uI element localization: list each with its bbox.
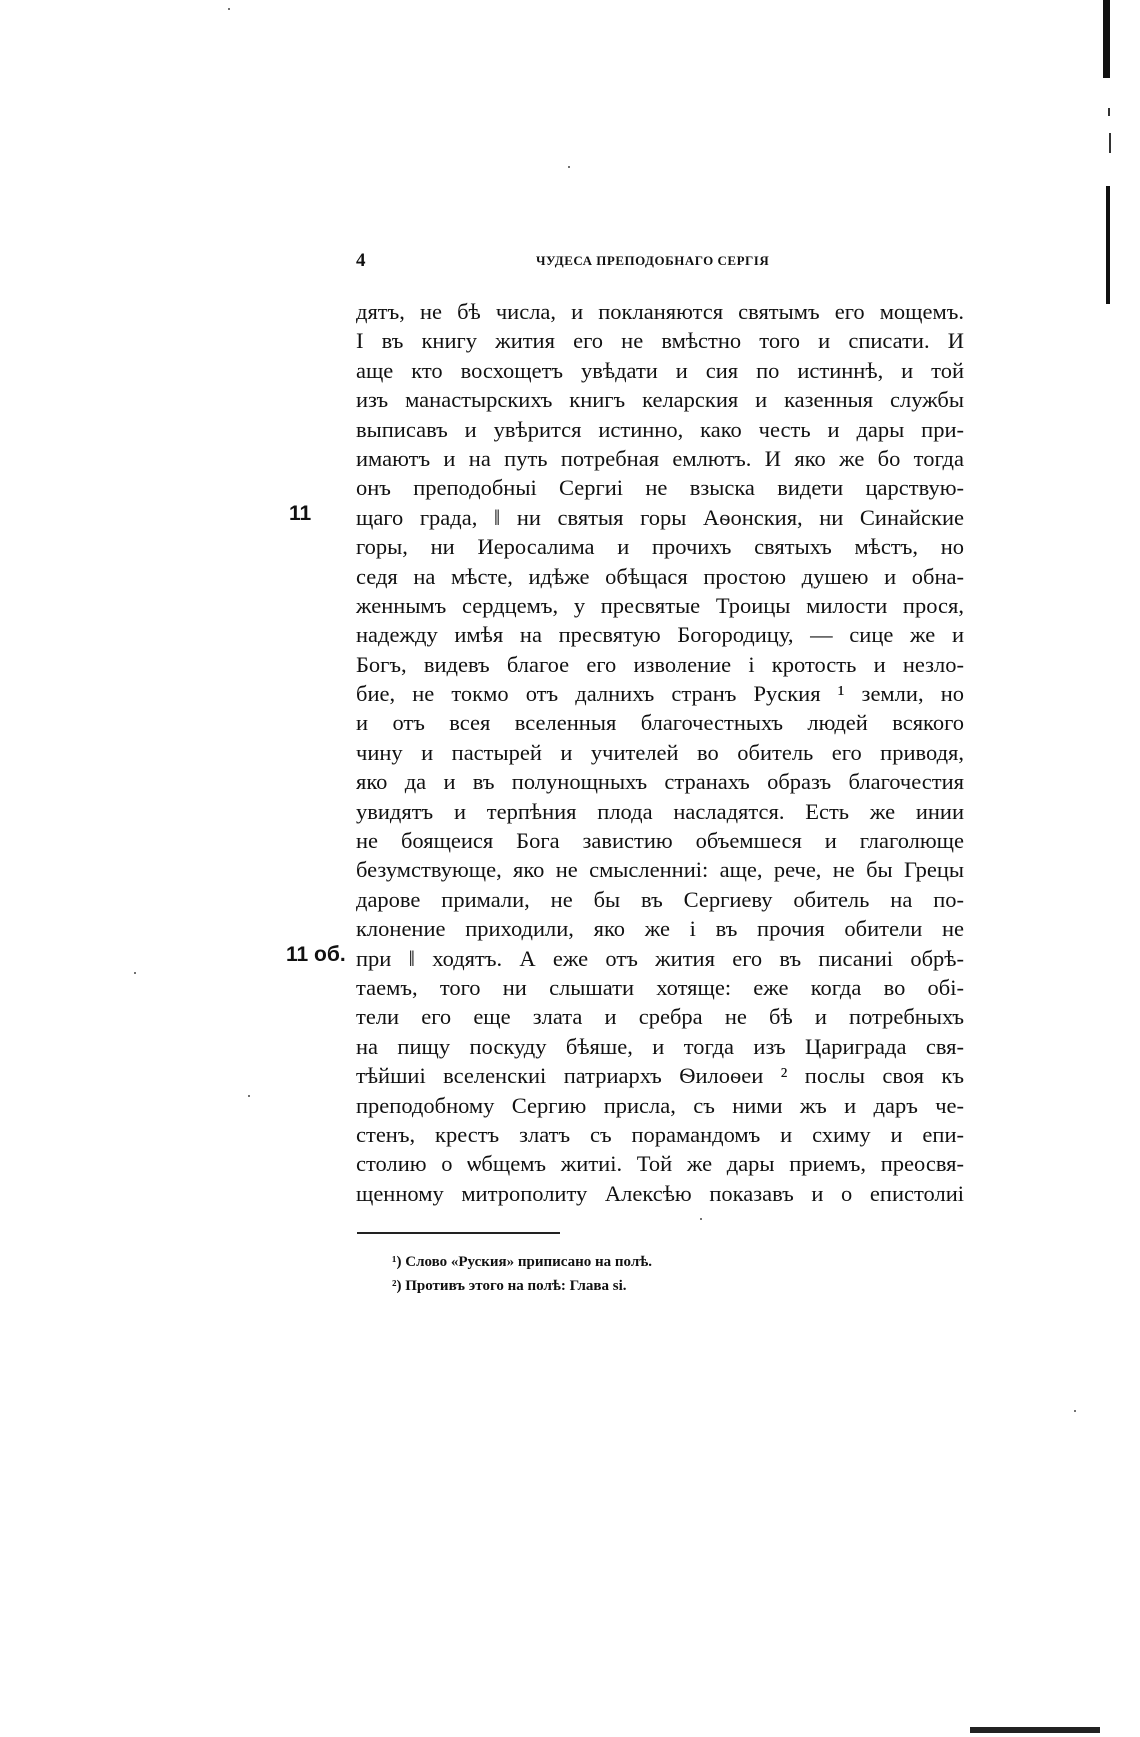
text-line: дятъ, не бѣ числа, и покланяются святымъ его мощемъ. — [356, 299, 964, 324]
text-line: выписавъ и увѣрится истинно, како честь и дары при- — [356, 416, 964, 442]
text-line: яко да и въ полунощныхъ странахъ образъ благочестия — [356, 769, 964, 795]
text-line: тели его еще злата и сребра не бѣ и потребныхъ — [356, 1004, 964, 1030]
text-line: женнымъ сердцемъ, у пресвятые Троицы милости прося, — [356, 592, 964, 618]
footnote-2: ²) Противъ этого на полѣ: Глава ѕі. — [392, 1278, 627, 1294]
body-text — [356, 297, 964, 1208]
text-line: не боящеися Бога завистию объемшеся и глаголюще — [356, 828, 964, 854]
scan-speck — [134, 972, 136, 974]
text-line: изъ манастырскихъ книгъ келарския и казенныя службы — [356, 387, 964, 413]
scan-edge-mark — [1103, 0, 1110, 78]
page-number: 4 — [356, 250, 366, 271]
text-line: увидятъ и терпѣния плода насладятся. Есть же инии — [356, 798, 964, 824]
scan-speck — [700, 1218, 702, 1220]
text-line: бие, не токмо отъ далнихъ странъ Руския ¹ земли, но — [356, 681, 964, 707]
text-line: клонение приходили, яко же і въ прочия обители не — [356, 916, 964, 942]
margin-note-folio-11: 11 — [289, 502, 312, 525]
scan-speck — [568, 166, 570, 168]
text-line: преподобному Сергию присла, съ ними жъ и даръ че- — [356, 1092, 964, 1118]
text-line: таемъ, того ни слышати хотяще: еже когда во обі- — [356, 974, 964, 1000]
running-head: ЧУДЕСА ПРЕПОДОБНАГО СЕРГІЯ — [536, 253, 770, 268]
text-line: столию о ѡбщемъ житиі. Той же дары приемъ, преосвя- — [356, 1151, 964, 1177]
text-line: Богъ, видевъ благое его изволение і кротость и незло- — [356, 651, 964, 677]
text-line: тѣйшиі вселенскиі патриархъ Ѳилоѳеи ² послы своя къ — [356, 1063, 964, 1089]
scan-edge-mark — [970, 1727, 1100, 1733]
text-line: аще кто восхощетъ увѣдати и сия по истиннѣ, и той — [356, 357, 964, 383]
scan-speck — [228, 8, 230, 10]
text-line: стенъ, крестъ златъ съ порамандомъ и схиму и епи- — [356, 1121, 964, 1147]
text-line: и отъ всея вселенныя благочестныхъ людей всякого — [356, 710, 964, 736]
text-line: безумствующе, яко не смысленниі: аще, рече, не бы Грецы — [356, 857, 964, 883]
text-line: чину и пастырей и учителей во обитель его приводя, — [356, 739, 964, 765]
footnote-divider — [357, 1232, 560, 1234]
text-line: на пищу поскуду бѣяше, и тогда изъ Цариграда свя- — [356, 1033, 964, 1059]
margin-note-folio-11-verso: 11 об. — [286, 943, 346, 966]
footnotes — [392, 1250, 652, 1298]
scan-speck — [248, 1095, 250, 1097]
text-line: щаго града, ‖ ни святыя горы Аѳонския, ни Синайские — [356, 504, 964, 530]
text-line: седя на мѣсте, идѣже обѣщася простою душею и обна- — [356, 563, 964, 589]
text-line: щенному митрополиту Алексѣю показавъ и о епистолиі — [356, 1180, 964, 1206]
footnote-1: ¹) Слово «Руския» приписано на полѣ. — [392, 1254, 653, 1270]
text-line: надежду имѣя на пресвятую Богородицу, — сице же и — [356, 622, 964, 648]
text-line: дарове примали, не бы въ Сергиеву обитель на по- — [356, 886, 964, 912]
scan-speck — [1074, 1410, 1076, 1412]
text-line: онъ преподобныі Сергиі не взыска видети царствую- — [356, 475, 964, 501]
scan-edge-mark — [1109, 133, 1111, 153]
scan-edge-mark — [1108, 108, 1110, 116]
text-line: І въ книгу жития его не вмѣстно того и списати. И — [356, 328, 964, 354]
text-line: при ‖ ходятъ. А еже отъ жития его въ писаниі обрѣ- — [356, 945, 964, 971]
text-line: имаютъ и на путь потребная емлютъ. И яко же бо тогда — [356, 445, 964, 471]
text-line: горы, ни Иеросалима и прочихъ святыхъ мѣстъ, но — [356, 534, 964, 560]
scan-edge-mark — [1106, 186, 1110, 304]
